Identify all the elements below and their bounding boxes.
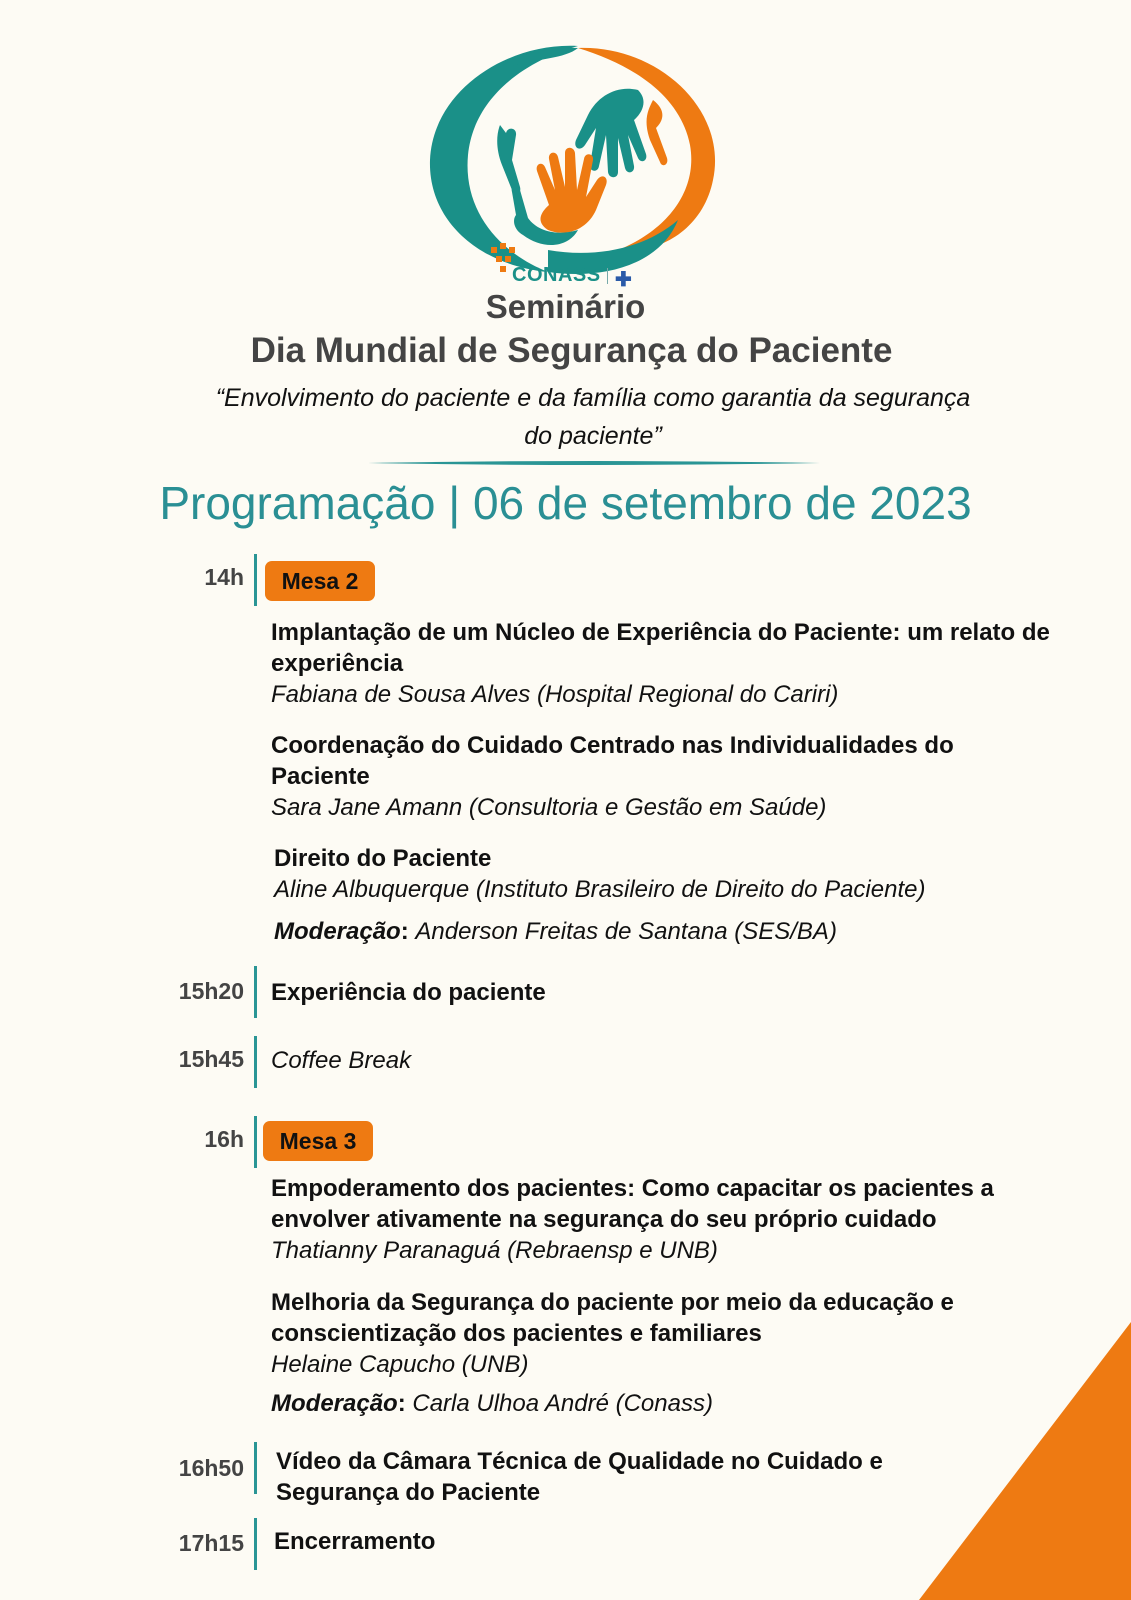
conass-logo-text: CONASS xyxy=(512,264,601,286)
session-title: Encerramento xyxy=(274,1528,436,1555)
time-17h15: 17h15 xyxy=(178,1530,244,1556)
timeline-bar xyxy=(254,554,257,606)
talk-title: Implantação de um Núcleo de Experiência do Paciente: um relato de experiência xyxy=(271,619,1050,677)
time-15h20: 15h20 xyxy=(178,978,244,1004)
mesa-2-badge: Mesa 2 xyxy=(265,561,375,601)
timeline-bar xyxy=(254,1036,257,1088)
talk-title: Melhoria da Segurança do paciente por meio da educação e conscientização dos pacientes e familiares xyxy=(271,1289,954,1347)
plus-icon: ✚ xyxy=(615,269,632,291)
moderator-name: Carla Ulhoa André (Conass) xyxy=(412,1390,713,1417)
time-16h: 16h xyxy=(204,1126,244,1152)
talk-title: Coordenação do Cuidado Centrado nas Individualidades do Paciente xyxy=(271,732,954,790)
hands-logo-icon xyxy=(428,40,718,290)
moderation-line: Moderação: Anderson Freitas de Santana (SES/BA) xyxy=(274,918,837,945)
talk-title: Direito do Paciente xyxy=(274,845,492,872)
session-title: Experiência do paciente xyxy=(271,979,546,1006)
time-15h45: 15h45 xyxy=(178,1046,244,1072)
talk-speaker: Thatianny Paranaguá (Rebraensp e UNB) xyxy=(271,1237,718,1264)
talk-speaker: Sara Jane Amann (Consultoria e Gestão em Saúde) xyxy=(271,794,827,821)
time-16h50: 16h50 xyxy=(178,1455,244,1481)
header-divider xyxy=(368,459,820,467)
seminar-theme-quote: “Envolvimento do paciente e da família como garantia da segurança do paciente” xyxy=(215,384,971,450)
program-date-title: Programação | 06 de setembro de 2023 xyxy=(159,477,972,529)
timeline-bar xyxy=(254,1116,257,1168)
timeline-bar xyxy=(254,1518,257,1570)
time-14h: 14h xyxy=(204,564,244,590)
moderation-label: Moderação xyxy=(271,1390,398,1417)
session-title: Vídeo da Câmara Técnica de Qualidade no Cuidado e Segurança do Paciente xyxy=(276,1448,883,1506)
talk-speaker: Aline Albuquerque (Instituto Brasileiro de Direito do Paciente) xyxy=(274,876,926,903)
coffee-break: Coffee Break xyxy=(271,1047,412,1074)
talk-speaker: Fabiana de Sousa Alves (Hospital Regional do Cariri) xyxy=(271,681,839,708)
seminar-title: Seminário xyxy=(485,288,646,325)
mesa-3-badge: Mesa 3 xyxy=(263,1121,373,1161)
talk-speaker: Helaine Capucho (UNB) xyxy=(271,1351,529,1378)
timeline-bar xyxy=(254,1442,257,1494)
moderation-label: Moderação xyxy=(274,918,401,945)
timeline-bar xyxy=(254,966,257,1018)
logo-separator xyxy=(607,268,608,284)
moderator-name: Anderson Freitas de Santana (SES/BA) xyxy=(415,918,837,945)
seminar-subtitle-main: Dia Mundial de Segurança do Paciente xyxy=(250,331,893,370)
moderation-line: Moderação: Carla Ulhoa André (Conass) xyxy=(271,1390,713,1417)
talk-title: Empoderamento dos pacientes: Como capacitar os pacientes a envolver ativamente na segurança do seu próprio cuidado xyxy=(271,1175,994,1233)
